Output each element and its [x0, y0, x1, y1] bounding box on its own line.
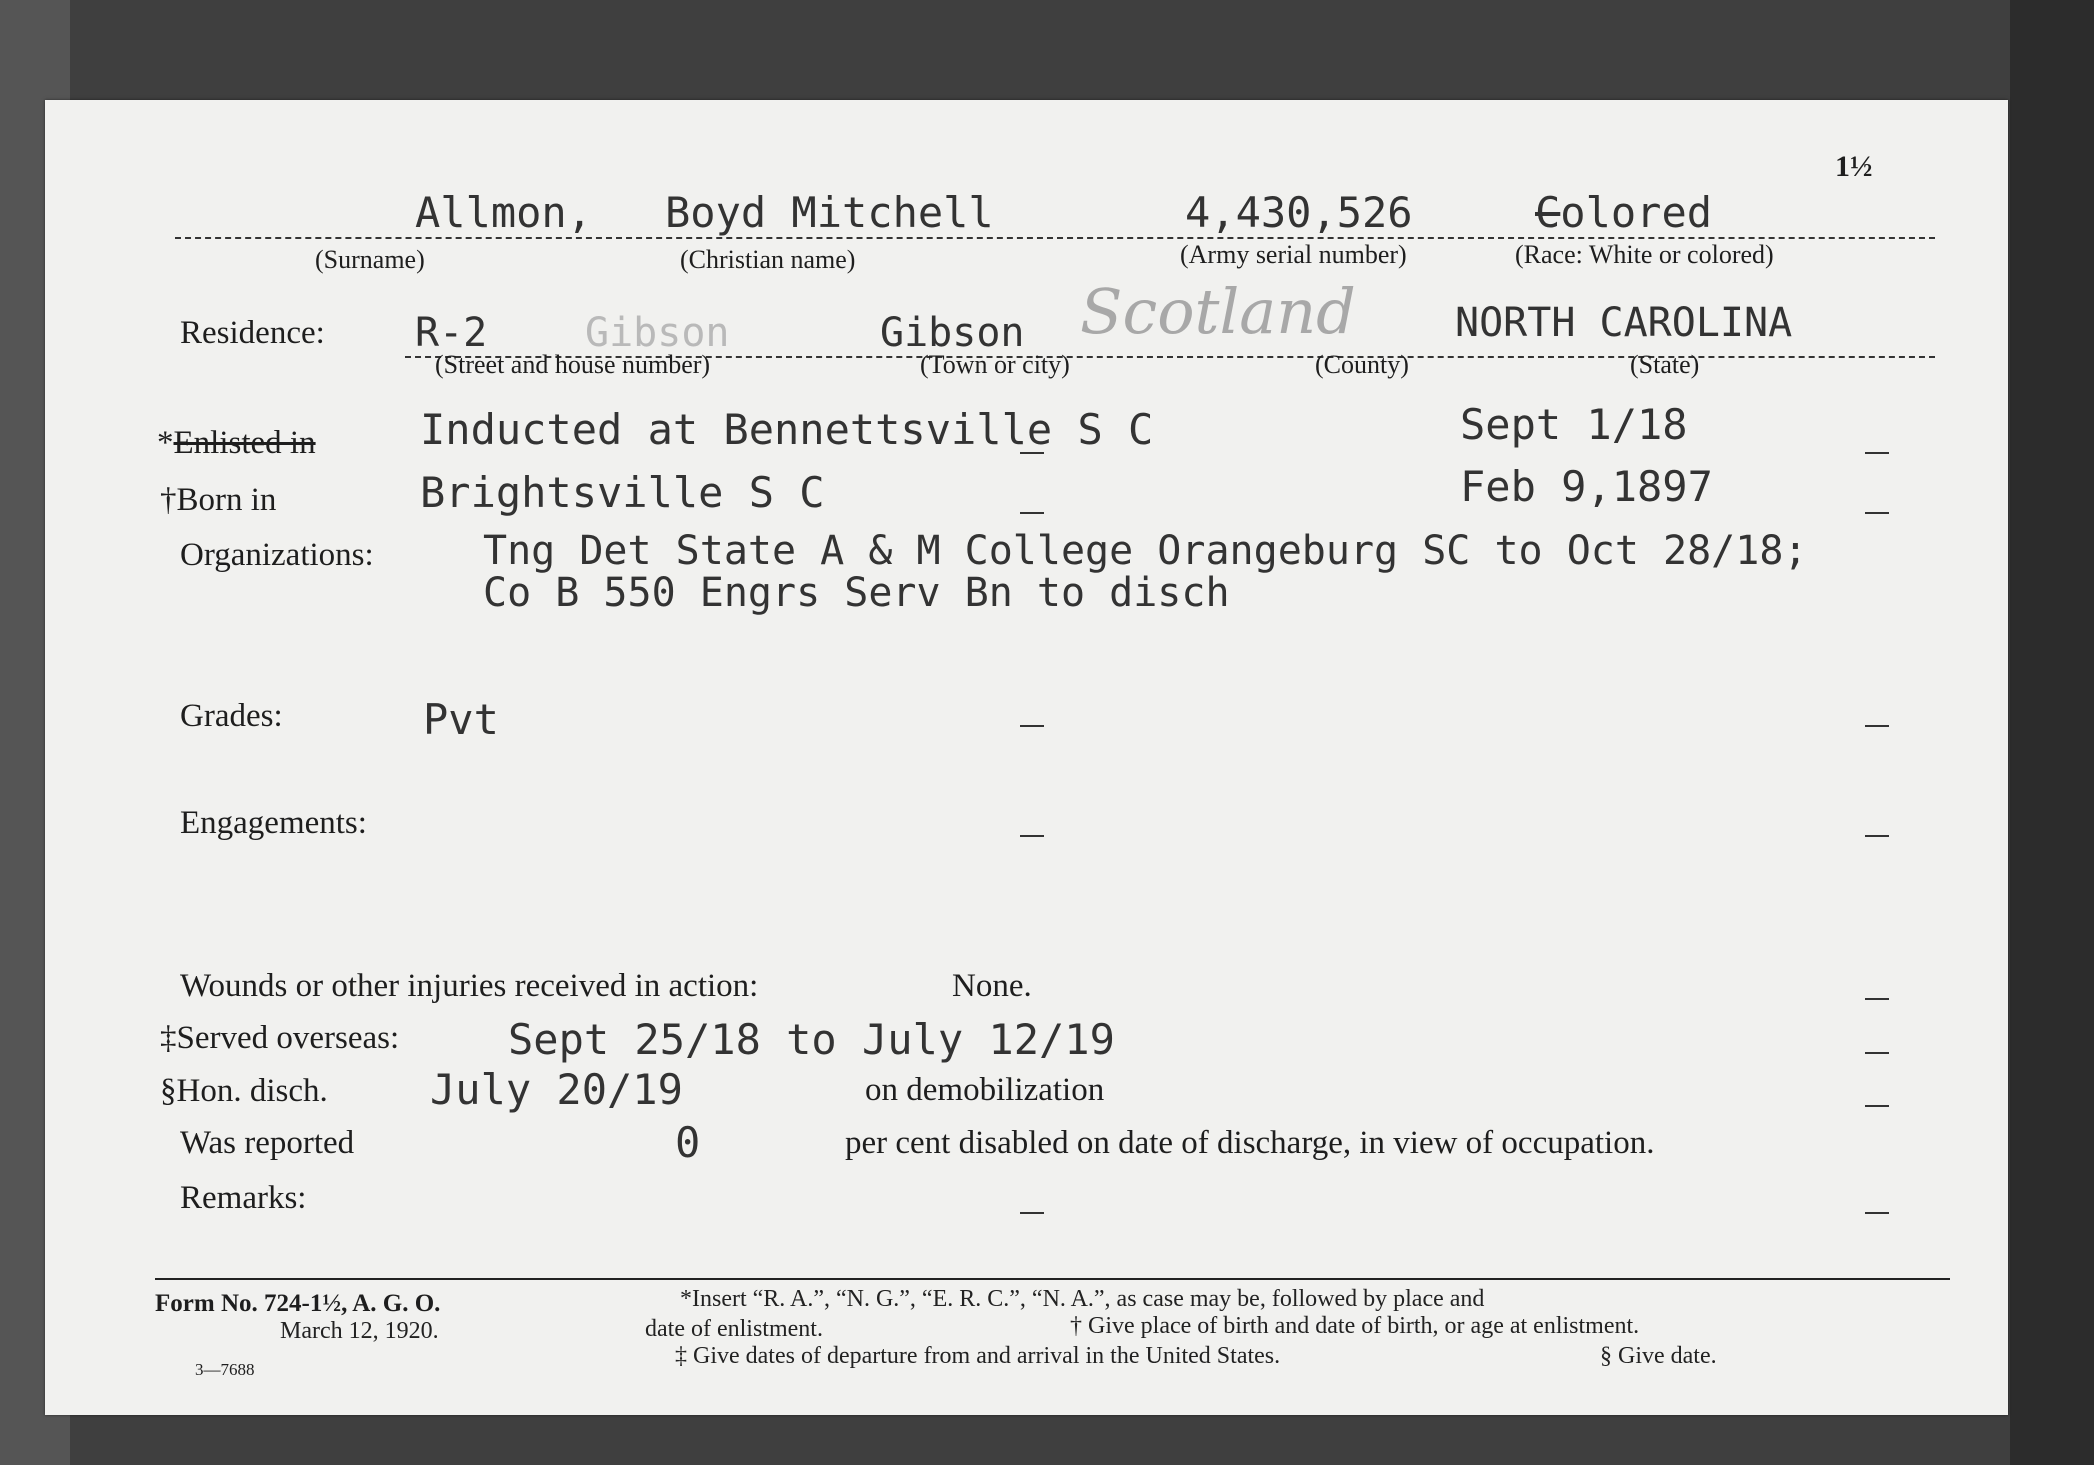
- engagements-dash-right: [1865, 835, 1889, 837]
- race-label: (Race: White or colored): [1515, 240, 1774, 269]
- reported-label: Was reported: [180, 1125, 355, 1161]
- enlisted-dash-right: [1865, 452, 1889, 454]
- surname-label: (Surname): [315, 245, 425, 274]
- grades-dash-mid: [1020, 725, 1044, 727]
- discharge-note: on demobilization: [865, 1072, 1105, 1108]
- race-value: [1535, 188, 1712, 237]
- street-value: R-2: [415, 310, 488, 356]
- born-dash-right: [1865, 512, 1889, 514]
- engagements-label: Engagements:: [180, 805, 367, 841]
- surname-value: Allmon,: [415, 188, 593, 237]
- serial-number-label: (Army serial number): [1180, 240, 1407, 269]
- town-label: (Town or city): [920, 350, 1070, 379]
- remarks-dash-mid: [1020, 1212, 1044, 1214]
- card-number: 1½: [1835, 150, 1873, 183]
- form-number: Form No. 724-1½, A. G. O.: [155, 1290, 441, 1317]
- christian-name-value: Boyd Mitchell: [665, 188, 994, 237]
- footnote-insert: *Insert “R. A.”, “N. G.”, “E. R. C.”, “N. A.”, as case may be, followed by place and: [680, 1286, 1485, 1312]
- race-struck-letter: C: [1535, 188, 1561, 237]
- scan-frame-right: [2010, 0, 2094, 1465]
- grades-dash-right: [1865, 725, 1889, 727]
- organizations-label: Organizations:: [180, 537, 374, 573]
- overseas-value: Sept 25/18 to July 12/19: [508, 1015, 1115, 1064]
- organizations-line-1: Tng Det State A & M College Orangeburg SC to Oct 28/18;: [483, 528, 1808, 574]
- footnote-enlistment: date of enlistment.: [645, 1316, 823, 1342]
- county-handwritten-value: Scotland: [1080, 275, 1356, 348]
- enlisted-dash-mid: [1020, 452, 1044, 454]
- county-label: (County): [1315, 350, 1409, 379]
- footer-rule: [155, 1278, 1950, 1280]
- discharge-dash-right: [1865, 1105, 1889, 1107]
- discharge-label: §Hon. disch.: [160, 1073, 328, 1109]
- enlisted-place-value: Inducted at Bennettsville S C: [420, 405, 1154, 454]
- overseas-label: ‡Served overseas:: [160, 1020, 400, 1056]
- enlisted-label: *Enlisted in: [157, 425, 316, 461]
- footnote-date: § Give date.: [1600, 1343, 1717, 1369]
- remarks-label: Remarks:: [180, 1180, 307, 1216]
- street-label: (Street and house number): [435, 350, 711, 379]
- overseas-dash-right: [1865, 1052, 1889, 1054]
- enlisted-date-value: Sept 1/18: [1460, 400, 1688, 449]
- footnote-birth: † Give place of birth and date of birth, or age at enlistment.: [1070, 1313, 1640, 1339]
- form-code: 3—7688: [195, 1360, 255, 1379]
- remarks-dash-right: [1865, 1212, 1889, 1214]
- born-label: †Born in: [160, 482, 277, 518]
- born-place-value: Brightsville S C: [420, 468, 825, 517]
- organizations-line-2: Co B 550 Engrs Serv Bn to disch: [483, 570, 1230, 616]
- faint-town-erased: Gibson: [585, 310, 730, 356]
- wounds-label: Wounds or other injuries received in action:: [180, 968, 759, 1004]
- reported-value: 0: [675, 1118, 701, 1167]
- discharge-date-value: July 20/19: [430, 1065, 683, 1114]
- born-date-value: Feb 9,1897: [1460, 462, 1713, 511]
- christian-name-label: (Christian name): [680, 245, 856, 274]
- footnote-overseas: ‡ Give dates of departure from and arrival in the United States.: [675, 1343, 1281, 1369]
- name-dotted-line: [175, 237, 1935, 239]
- serial-number-value: 4,430,526: [1185, 188, 1413, 237]
- wounds-dash-right: [1865, 998, 1889, 1000]
- engagements-dash-mid: [1020, 835, 1044, 837]
- reported-note: per cent disabled on date of discharge, in view of occupation.: [845, 1125, 1655, 1161]
- grades-label: Grades:: [180, 698, 283, 734]
- born-dash-mid: [1020, 512, 1044, 514]
- state-value: NORTH CAROLINA: [1455, 300, 1793, 346]
- race-text: olored: [1560, 188, 1713, 237]
- town-value: Gibson: [880, 310, 1025, 356]
- service-record-card: [45, 100, 2008, 1415]
- residence-label: Residence:: [180, 315, 325, 351]
- grades-value: Pvt: [423, 695, 499, 744]
- form-date: March 12, 1920.: [280, 1318, 439, 1344]
- wounds-value: None.: [952, 968, 1032, 1004]
- state-label: (State): [1630, 350, 1700, 379]
